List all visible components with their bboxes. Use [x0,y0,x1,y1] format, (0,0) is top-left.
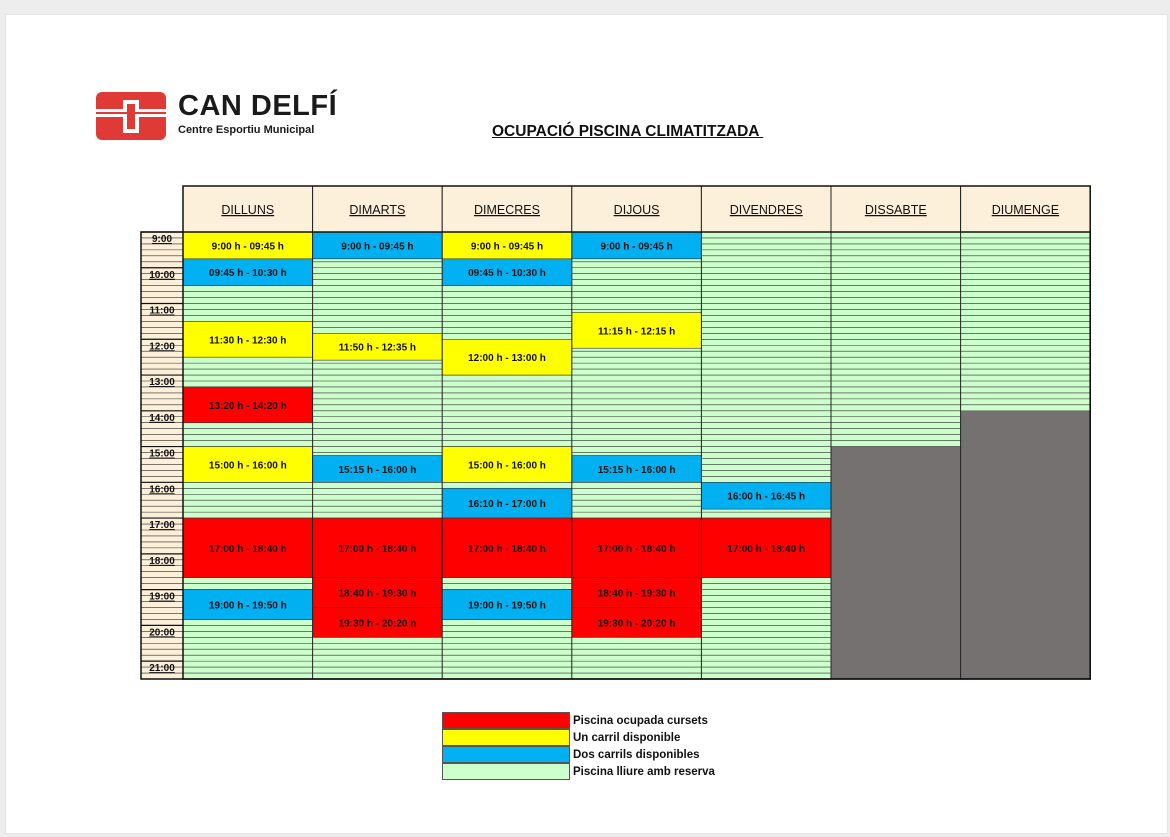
time-label: 17:00 [149,520,175,532]
legend-swatch-red [442,712,570,729]
time-label: 9:00 [151,234,173,245]
block-label: 17:00 h - 18:40 h [727,543,806,555]
block-label: 11:15 h - 12:15 h [597,326,676,338]
block-label: 17:00 h - 18:40 h [597,543,676,555]
block-label: 18:40 h - 19:30 h [597,588,676,600]
legend-item [442,763,715,780]
block-label: 19:30 h - 20:20 h [597,618,676,630]
block-label: 15:15 h - 16:00 h [597,464,676,476]
time-label: 20:00 [149,627,175,639]
block-label: 13:20 h - 14:20 h [208,400,287,412]
block-label: 9:00 h - 09:45 h [470,241,544,253]
day-header: DIMARTS [349,203,406,217]
schedule-block-gray [961,411,1091,679]
schedule-block-gray [831,447,961,679]
day-header: DIUMENGE [991,203,1060,217]
block-label: 16:00 h - 16:45 h [727,491,806,503]
page-title: OCUPACIÓ PISCINA CLIMATITZADA [492,123,764,140]
block-label: 17:00 h - 18:40 h [208,543,287,555]
legend-swatch-green [442,763,570,780]
day-header: DIJOUS [613,203,660,217]
block-label: 11:30 h - 12:30 h [209,335,287,347]
day-header: DIMECRES [474,203,540,217]
day-header: DIVENDRES [729,203,803,217]
time-label: 19:00 [149,591,175,603]
block-label: 15:00 h - 16:00 h [468,460,546,472]
block-label: 12:00 h - 13:00 h [468,353,546,365]
block-label: 09:45 h - 10:30 h [208,268,287,280]
block-label: 15:00 h - 16:00 h [208,460,287,472]
time-label: 13:00 [149,377,175,389]
block-label: 11:50 h - 12:35 h [338,342,417,354]
block-label: 18:40 h - 19:30 h [338,588,417,600]
legend-item [442,729,715,746]
time-label: 14:00 [149,412,175,424]
time-label: 15:00 [149,448,175,460]
time-label: 11:00 [149,305,175,317]
legend-item [442,712,715,729]
legend-item [442,746,715,763]
block-label: 17:00 h - 18:40 h [468,543,546,555]
block-label: 19:00 h - 19:50 h [208,600,287,612]
legend-label: Dos carrils disponibles [573,748,700,761]
block-label: 9:00 h - 09:45 h [211,241,284,253]
brand-subtitle: Centre Esportiu Municipal [178,124,315,136]
legend-swatch-blue [442,746,570,763]
legend-label: Un carril disponible [573,731,681,744]
legend-swatch-yellow [442,729,570,746]
block-label: 16:10 h - 17:00 h [468,499,546,511]
legend [442,712,715,780]
block-label: 9:00 h - 09:45 h [600,241,673,253]
brand-name: CAN DELFÍ [178,90,338,122]
legend-label: Piscina ocupada cursets [573,714,708,727]
day-header: DILLUNS [221,203,275,217]
time-label: 12:00 [149,341,175,353]
time-label: 18:00 [149,555,175,567]
day-header: DISSABTE [864,203,927,217]
block-label: 9:00 h - 09:45 h [341,241,414,253]
block-label: 19:00 h - 19:50 h [468,600,546,612]
block-label: 17:00 h - 18:40 h [338,543,417,555]
time-label: 21:00 [149,663,175,675]
block-label: 15:15 h - 16:00 h [338,464,417,476]
time-label: 10:00 [149,269,175,281]
time-label: 16:00 [149,484,175,496]
legend-label: Piscina lliure amb reserva [573,765,715,778]
block-label: 19:30 h - 20:20 h [338,618,417,630]
block-label: 09:45 h - 10:30 h [468,268,546,280]
